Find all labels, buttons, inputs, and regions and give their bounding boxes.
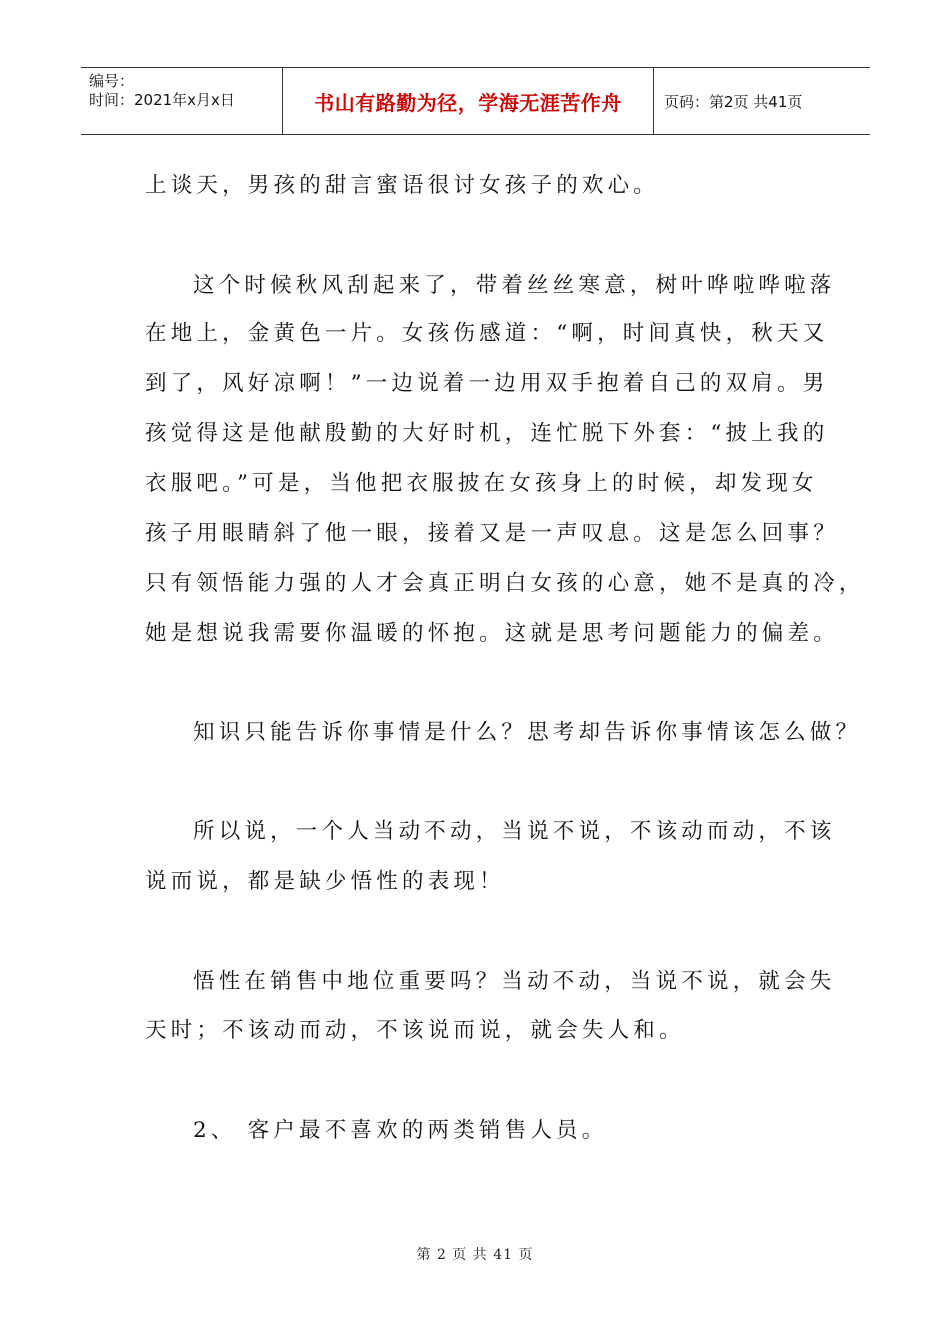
paragraph-line: 孩子用眼睛斜了他一眼，接着又是一声叹息。这是怎么回事？ (145, 521, 839, 546)
paragraph-line: 说而说，都是缺少悟性的表现！ (145, 869, 505, 894)
paragraph-line: 天时；不该动而动，不该说而说，就会失人和。 (145, 1018, 685, 1043)
paragraph-line: 悟性在销售中地位重要吗？当动不动，当说不说，就会失 (193, 969, 836, 994)
paragraph-line: 只有领悟能力强的人才会真正明白女孩的心意，她不是真的冷， (145, 571, 865, 596)
paragraph-line: 所以说，一个人当动不动，当说不说，不该动而动，不该 (193, 819, 836, 844)
header-motto: 书山有路勤为径，学海无涯苦作舟 (283, 68, 654, 134)
paragraph-line: 在地上，金黄色一片。女孩伤感道：“啊，时间真快，秋天又 (145, 321, 829, 346)
paragraph-line: 知识只能告诉你事情是什么？思考却告诉你事情该怎么做？ (193, 720, 862, 745)
page-footer: 第 2 页 共 41 页 (416, 1247, 534, 1263)
paragraph-line: 上谈天，男孩的甜言蜜语很讨女孩子的欢心。 (145, 173, 660, 198)
document-time-label: 时间：2021年x月x日 (89, 91, 235, 109)
paragraph-line: 这个时候秋风刮起来了，带着丝丝寒意，树叶哗啦哗啦落 (193, 273, 836, 298)
document-number-label: 编号： (89, 72, 135, 90)
header-page-label: 页码：第2页 共41页 (664, 92, 803, 111)
paragraph-line: 到了，风好凉啊！”一边说着一边用双手抱着自己的双肩。男 (145, 371, 829, 396)
page-header (81, 67, 870, 135)
header-meta-cell (81, 68, 283, 134)
section-heading: 2、 客户最不喜欢的两类销售人员。 (193, 1118, 608, 1143)
paragraph-line: 孩觉得这是他献殷勤的大好时机，连忙脱下外套：“披上我的 (145, 421, 829, 446)
paragraph-line: 衣服吧。”可是，当他把衣服披在女孩身上的时候，却发现女 (145, 471, 818, 496)
paragraph-line: 她是想说我需要你温暖的怀抱。这就是思考问题能力的偏差。 (145, 621, 839, 646)
